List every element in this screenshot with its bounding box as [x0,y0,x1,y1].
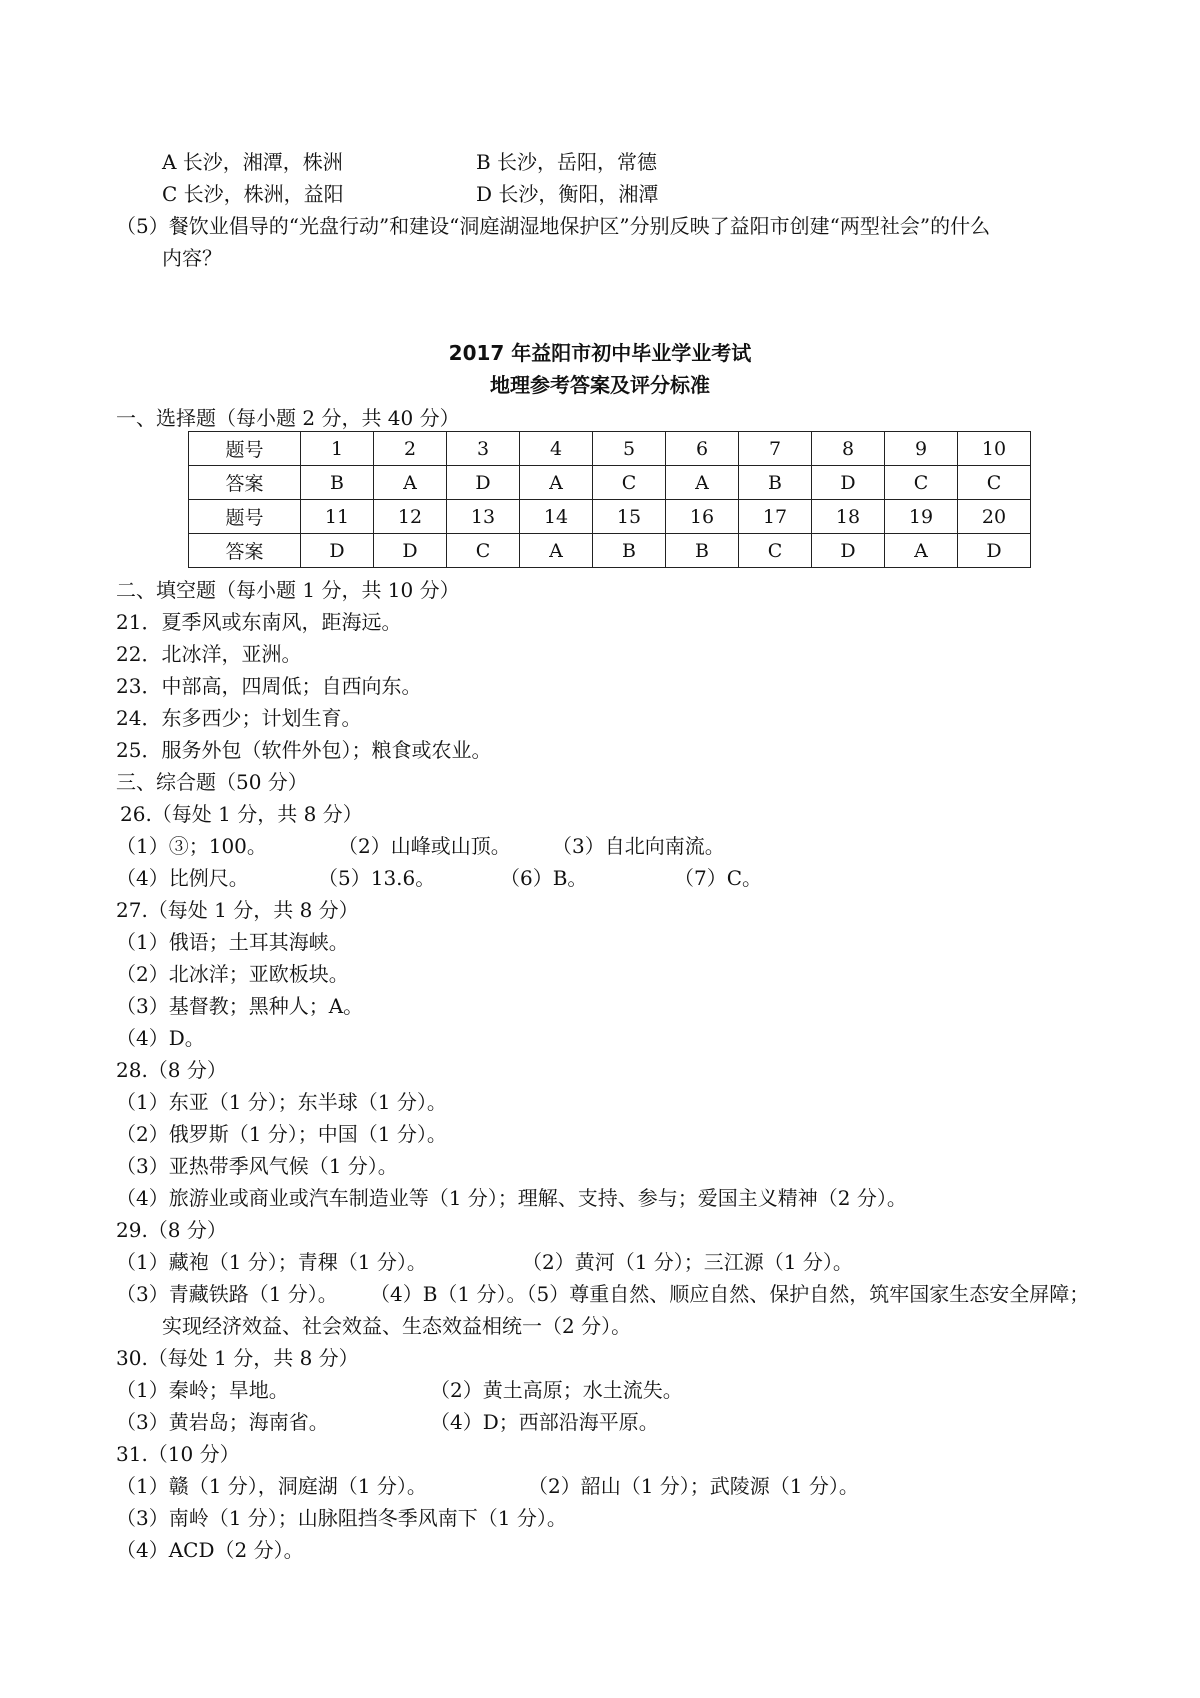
table-cell: C [447,534,520,568]
option-a: A 长沙，湘潭，株洲 [162,150,343,174]
table-cell: 7 [739,432,812,466]
q28-answer-3: （3）亚热带季风气候（1 分）。 [116,1154,398,1178]
table-cell: 14 [520,500,593,534]
table-cell: C [958,466,1031,500]
table-cell: 8 [812,432,885,466]
fill-answer-23: 23．中部高，四周低；自西向东。 [116,674,422,698]
table-cell: 3 [447,432,520,466]
q29-answer-4-5: （4）B（1 分）。（5）尊重自然、顺应自然、保护自然，筑牢国家生态安全屏障； [370,1282,1090,1306]
table-cell: 10 [958,432,1031,466]
table-cell: A [520,466,593,500]
table-cell: 11 [301,500,374,534]
table-cell: 1 [301,432,374,466]
q31-heading: 31.（10 分） [116,1442,240,1466]
table-row [189,500,1031,534]
q29-answer-5-continued: 实现经济效益、社会效益、生态效益相统一（2 分）。 [162,1314,632,1338]
q28-heading: 28.（8 分） [116,1058,227,1082]
q27-heading: 27.（每处 1 分，共 8 分） [116,898,359,922]
table-cell: B [593,534,666,568]
table-cell: D [301,534,374,568]
table-cell: 16 [666,500,739,534]
section2-heading: 二、填空题（每小题 1 分，共 10 分） [116,578,460,602]
table-cell: A [374,466,447,500]
section3-heading: 三、综合题（50 分） [116,770,308,794]
table-cell: D [812,466,885,500]
question-5-line2: 内容？ [162,246,222,270]
q30-answer-3: （3）黄岩岛；海南省。 [116,1410,329,1434]
table-cell: B [739,466,812,500]
table-cell: 9 [885,432,958,466]
q30-answer-4: （4）D；西部沿海平原。 [430,1410,659,1434]
fill-answer-25: 25．服务外包（软件外包）；粮食或农业。 [116,738,492,762]
section1-heading: 一、选择题（每小题 2 分，共 40 分） [116,406,460,430]
q28-answer-4: （4）旅游业或商业或汽车制造业等（1 分）；理解、支持、参与；爱国主义精神（2 分）。 [116,1186,907,1210]
q26-answer-4: （4）比例尺。 [116,866,249,890]
table-cell: A [520,534,593,568]
table-cell: D [958,534,1031,568]
option-d: D 长沙，衡阳，湘潭 [476,182,659,206]
table-row [189,534,1031,568]
row-label: 题号 [189,500,301,534]
q28-answer-1: （1）东亚（1 分）；东半球（1 分）。 [116,1090,447,1114]
q26-answer-5: （5）13.6。 [318,866,436,890]
table-cell: 18 [812,500,885,534]
table-cell: 17 [739,500,812,534]
option-c: C 长沙，株洲，益阳 [162,182,344,206]
fill-answer-22: 22．北冰洋，亚洲。 [116,642,302,666]
page-title: 2017 年益阳市初中毕业学业考试 [448,341,752,365]
q30-answer-2: （2）黄土高原；水土流失。 [430,1378,683,1402]
table-cell: A [885,534,958,568]
fill-answer-21: 21．夏季风或东南风，距海远。 [116,610,402,634]
q26-answer-7: （7）C。 [674,866,763,890]
table-cell: 2 [374,432,447,466]
q30-heading: 30.（每处 1 分，共 8 分） [116,1346,359,1370]
q30-answer-1: （1）秦岭；旱地。 [116,1378,289,1402]
answer-table [188,431,1031,568]
table-cell: C [593,466,666,500]
table-cell: 13 [447,500,520,534]
table-cell: C [739,534,812,568]
table-cell: D [374,534,447,568]
q26-answer-6: （6）B。 [500,866,588,890]
table-cell: 19 [885,500,958,534]
q27-answer-2: （2）北冰洋；亚欧板块。 [116,962,349,986]
q26-answer-2: （2）山峰或山顶。 [338,834,511,858]
q27-answer-4: （4）D。 [116,1026,205,1050]
q31-answer-1: （1）赣（1 分），洞庭湖（1 分）。 [116,1474,427,1498]
table-cell: 6 [666,432,739,466]
q26-answer-1: （1）③；100。 [116,834,267,858]
q26-answer-3: （3）自北向南流。 [552,834,725,858]
option-b: B 长沙，岳阳，常德 [476,150,658,174]
row-label: 答案 [189,466,301,500]
q29-answer-1: （1）藏袍（1 分）；青稞（1 分）。 [116,1250,427,1274]
page-subtitle: 地理参考答案及评分标准 [490,373,710,397]
table-cell: 20 [958,500,1031,534]
table-cell: 5 [593,432,666,466]
table-row [189,466,1031,500]
row-label: 题号 [189,432,301,466]
table-cell: 15 [593,500,666,534]
table-cell: D [447,466,520,500]
q31-answer-3: （3）南岭（1 分）；山脉阻挡冬季风南下（1 分）。 [116,1506,567,1530]
table-cell: C [885,466,958,500]
q31-answer-2: （2）韶山（1 分）；武陵源（1 分）。 [528,1474,859,1498]
table-cell: 12 [374,500,447,534]
q29-answer-2: （2）黄河（1 分）；三江源（1 分）。 [522,1250,853,1274]
q31-answer-4: （4）ACD（2 分）。 [116,1538,304,1562]
table-cell: 4 [520,432,593,466]
table-cell: B [301,466,374,500]
table-row [189,432,1031,466]
q26-heading: 26.（每处 1 分，共 8 分） [120,802,363,826]
question-5-line1: （5）餐饮业倡导的“光盘行动”和建设“洞庭湖湿地保护区”分别反映了益阳市创建“两型社会”的什么 [116,214,991,238]
q27-answer-1: （1）俄语；土耳其海峡。 [116,930,349,954]
table-cell: A [666,466,739,500]
fill-answer-24: 24．东多西少；计划生育。 [116,706,362,730]
q28-answer-2: （2）俄罗斯（1 分）；中国（1 分）。 [116,1122,447,1146]
q27-answer-3: （3）基督教；黑种人；A。 [116,994,364,1018]
q29-answer-3: （3）青藏铁路（1 分）。 [116,1282,338,1306]
table-cell: D [812,534,885,568]
table-cell: B [666,534,739,568]
row-label: 答案 [189,534,301,568]
q29-heading: 29.（8 分） [116,1218,227,1242]
